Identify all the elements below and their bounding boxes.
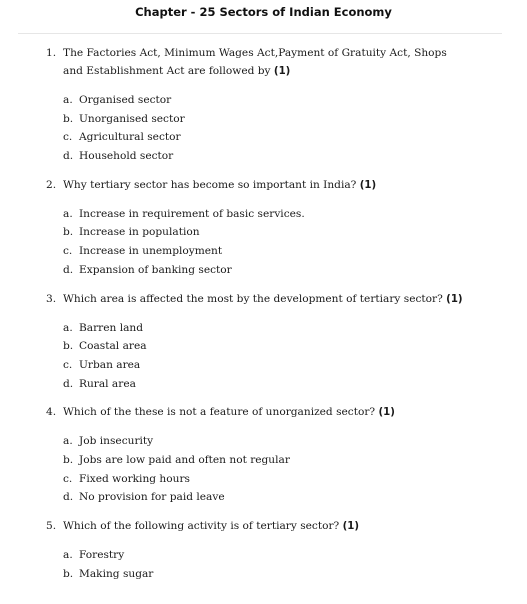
option-list (63, 432, 466, 507)
option-d (63, 147, 466, 166)
option-list (63, 546, 466, 583)
option-letter: c. (63, 131, 73, 144)
question-number: 4. (46, 406, 57, 419)
option-text: Agricultural sector (79, 131, 181, 144)
question-text (63, 403, 466, 422)
question-number: 3. (46, 292, 57, 305)
option-d (63, 375, 466, 394)
option-text: Rural area (79, 377, 136, 390)
question-text-body: Which of the following activity is of tertiary sector? (63, 520, 340, 532)
option-text: Household sector (79, 150, 174, 163)
option-letter: a. (63, 94, 73, 106)
option-letter: a. (63, 549, 73, 561)
option-a (63, 319, 466, 338)
question-stem (46, 290, 466, 309)
option-text: Unorganised sector (79, 112, 185, 125)
option-c (63, 470, 466, 489)
option-letter: c. (63, 472, 73, 485)
question-stem (46, 44, 466, 81)
option-text: Urban area (79, 358, 141, 371)
option-b (63, 565, 466, 584)
question-stem (46, 176, 466, 195)
question-stem (46, 403, 466, 422)
option-letter: a. (63, 435, 73, 448)
option-b (63, 223, 466, 242)
option-letter: b. (63, 567, 74, 580)
option-list (63, 205, 466, 280)
option-letter: c. (63, 245, 73, 258)
question-number: 1. (46, 47, 57, 59)
option-text: Coastal area (79, 340, 147, 353)
question-1 (46, 44, 466, 166)
question-3 (46, 290, 466, 394)
option-text: Increase in requirement of basic services. (79, 207, 305, 220)
option-letter: b. (63, 226, 74, 239)
question-5 (46, 517, 466, 583)
question-marks: (1) (378, 407, 395, 419)
question-text-body: Which of the these is not a feature of unorganized sector? (63, 406, 376, 419)
option-list (63, 319, 466, 394)
option-letter: d. (63, 377, 74, 390)
question-text-body: The Factories Act, Minimum Wages Act,Payment of Gratuity Act, Shops and Establishment Act are followed by (63, 47, 447, 77)
option-text: Increase in unemployment (79, 245, 223, 258)
question-text (63, 517, 466, 536)
option-letter: d. (63, 263, 74, 276)
option-text: Forestry (79, 549, 125, 561)
question-list (46, 44, 466, 593)
question-text (63, 290, 466, 309)
option-letter: b. (63, 340, 74, 353)
option-a (63, 205, 466, 224)
option-letter: a. (63, 207, 73, 220)
question-stem (46, 517, 466, 536)
option-a (63, 91, 466, 110)
option-letter: c. (63, 358, 73, 371)
option-d (63, 488, 466, 507)
question-text (63, 44, 466, 81)
question-number: 2. (46, 178, 57, 191)
option-b (63, 110, 466, 129)
option-b (63, 451, 466, 470)
option-letter: d. (63, 150, 74, 163)
option-b (63, 337, 466, 356)
question-marks: (1) (273, 66, 291, 77)
option-text: Making sugar (79, 567, 154, 580)
question-marks: (1) (359, 179, 377, 191)
question-4 (46, 403, 466, 507)
option-text: Job insecurity (79, 435, 154, 448)
option-text: Expansion of banking sector (79, 263, 232, 276)
option-text: Fixed working hours (79, 472, 190, 485)
option-text: No provision for paid leave (79, 491, 225, 504)
question-number: 5. (46, 520, 57, 532)
question-marks: (1) (342, 521, 359, 532)
option-letter: b. (63, 453, 74, 466)
option-d (63, 261, 466, 280)
option-text: Jobs are low paid and often not regular (79, 453, 290, 466)
option-c (63, 242, 466, 261)
option-list (63, 91, 466, 166)
option-c (63, 356, 466, 375)
option-letter: d. (63, 491, 74, 504)
question-marks: (1) (446, 293, 463, 305)
option-text: Organised sector (79, 94, 172, 106)
option-a (63, 546, 466, 565)
title-divider (18, 33, 502, 34)
question-text-body: Why tertiary sector has become so important in India? (63, 178, 357, 191)
option-text: Increase in population (79, 226, 200, 239)
question-text (63, 176, 466, 195)
option-a (63, 432, 466, 451)
question-2 (46, 176, 466, 280)
question-text-body: Which area is affected the most by the development of tertiary sector? (63, 292, 443, 305)
option-c (63, 128, 466, 147)
option-text: Barren land (79, 321, 143, 334)
option-letter: a. (63, 321, 73, 334)
option-letter: b. (63, 112, 74, 125)
page-title: Chapter - 25 Sectors of Indian Economy (135, 5, 392, 19)
